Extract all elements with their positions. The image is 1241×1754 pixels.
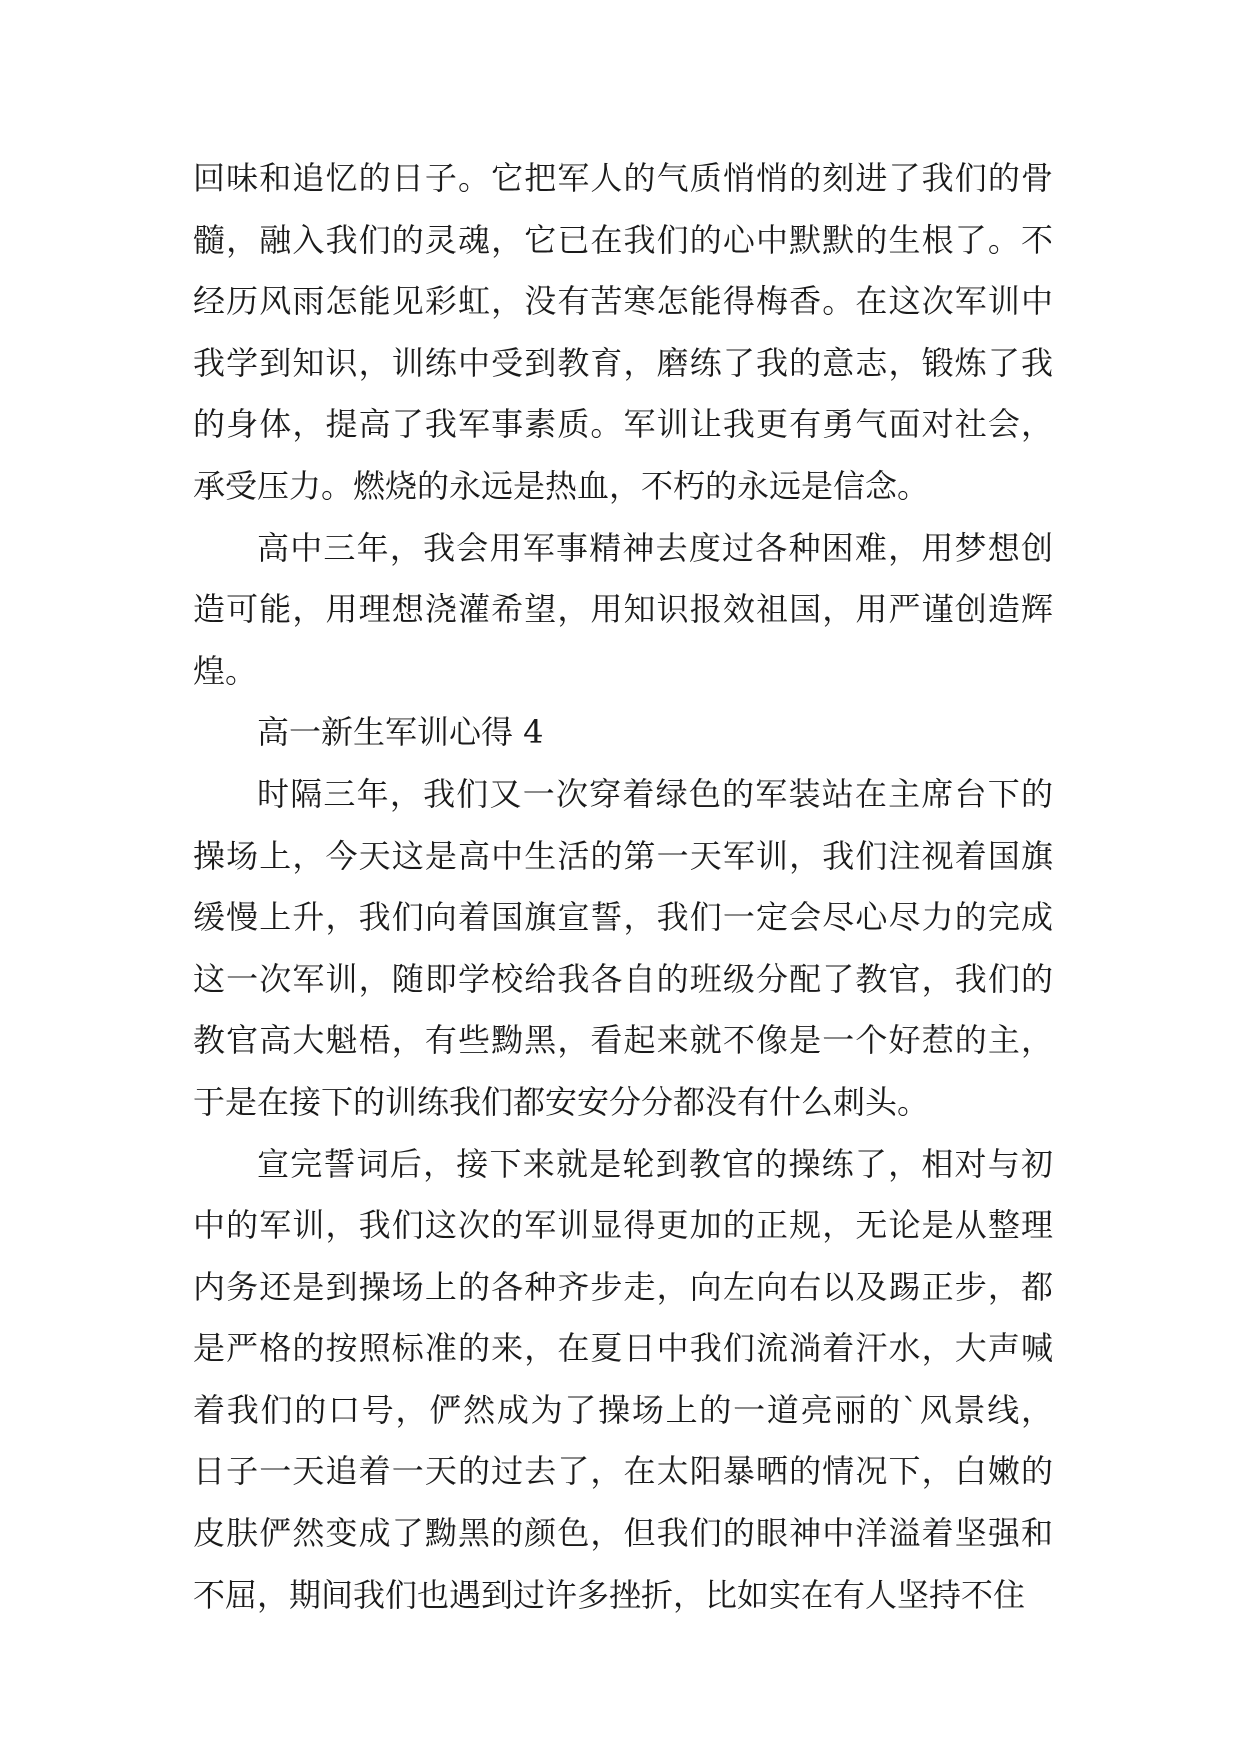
paragraph — [193, 1134, 1053, 1627]
paragraph — [193, 148, 1053, 518]
text-line: 髓，融入我们的灵魂，它已在我们的心中默默的生根了。不 — [193, 220, 1053, 259]
text-line: 中的军训，我们这次的军训显得更加的正规，无论是从整理 — [193, 1206, 1053, 1245]
text-line: 缓慢上升，我们向着国旗宣誓，我们一定会尽心尽力的完成 — [193, 898, 1053, 937]
document-body — [193, 148, 1053, 1626]
text-line: 造可能，用理想浇灌希望，用知识报效祖国，用严谨创造辉 — [193, 590, 1053, 629]
text-line: 时隔三年，我们又一次穿着绿色的军装站在主席台下的 — [257, 774, 1053, 813]
text-line: 不屈，期间我们也遇到过许多挫折，比如实在有人坚持不住 — [193, 1575, 1026, 1614]
text-line: 内务还是到操场上的各种齐步走，向左向右以及踢正步，都 — [193, 1267, 1053, 1306]
text-line: 教官高大魁梧，有些黝黑，看起来就不像是一个好惹的主， — [193, 1021, 1053, 1060]
text-line: 宣完誓词后，接下来就是轮到教官的操练了，相对与初 — [257, 1144, 1053, 1183]
text-line: 于是在接下的训练我们都安安分分都没有什么刺头。 — [193, 1082, 930, 1121]
paragraph — [193, 702, 1053, 764]
text-line: 高一新生军训心得 4 — [257, 713, 544, 752]
text-line: 高中三年，我会用军事精神去度过各种困难，用梦想创 — [257, 528, 1053, 567]
paragraph — [193, 764, 1053, 1134]
text-line: 煌。 — [193, 651, 258, 690]
text-line: 操场上，今天这是高中生活的第一天军训，我们注视着国旗 — [193, 836, 1053, 875]
text-line: 皮肤俨然变成了黝黑的颜色，但我们的眼神中洋溢着坚强和 — [193, 1514, 1053, 1553]
text-line: 承受压力。燃烧的永远是热血，不朽的永远是信念。 — [193, 466, 930, 505]
text-line: 这一次军训，随即学校给我各自的班级分配了教官，我们的 — [193, 959, 1053, 998]
paragraph — [193, 518, 1053, 703]
text-line: 着我们的口号，俨然成为了操场上的一道亮丽的`风景线， — [193, 1390, 1053, 1429]
text-line: 是严格的按照标准的来，在夏日中我们流淌着汗水，大声喊 — [193, 1329, 1053, 1368]
text-line: 经历风雨怎能见彩虹，没有苦寒怎能得梅香。在这次军训中 — [193, 282, 1053, 321]
text-line: 回味和追忆的日子。它把军人的气质悄悄的刻进了我们的骨 — [193, 159, 1053, 197]
text-line: 日子一天追着一天的过去了，在太阳暴晒的情况下，白嫩的 — [193, 1452, 1053, 1491]
text-line: 的身体，提高了我军事素质。军训让我更有勇气面对社会， — [193, 405, 1053, 444]
text-line: 我学到知识，训练中受到教育，磨练了我的意志，锻炼了我 — [193, 343, 1053, 382]
